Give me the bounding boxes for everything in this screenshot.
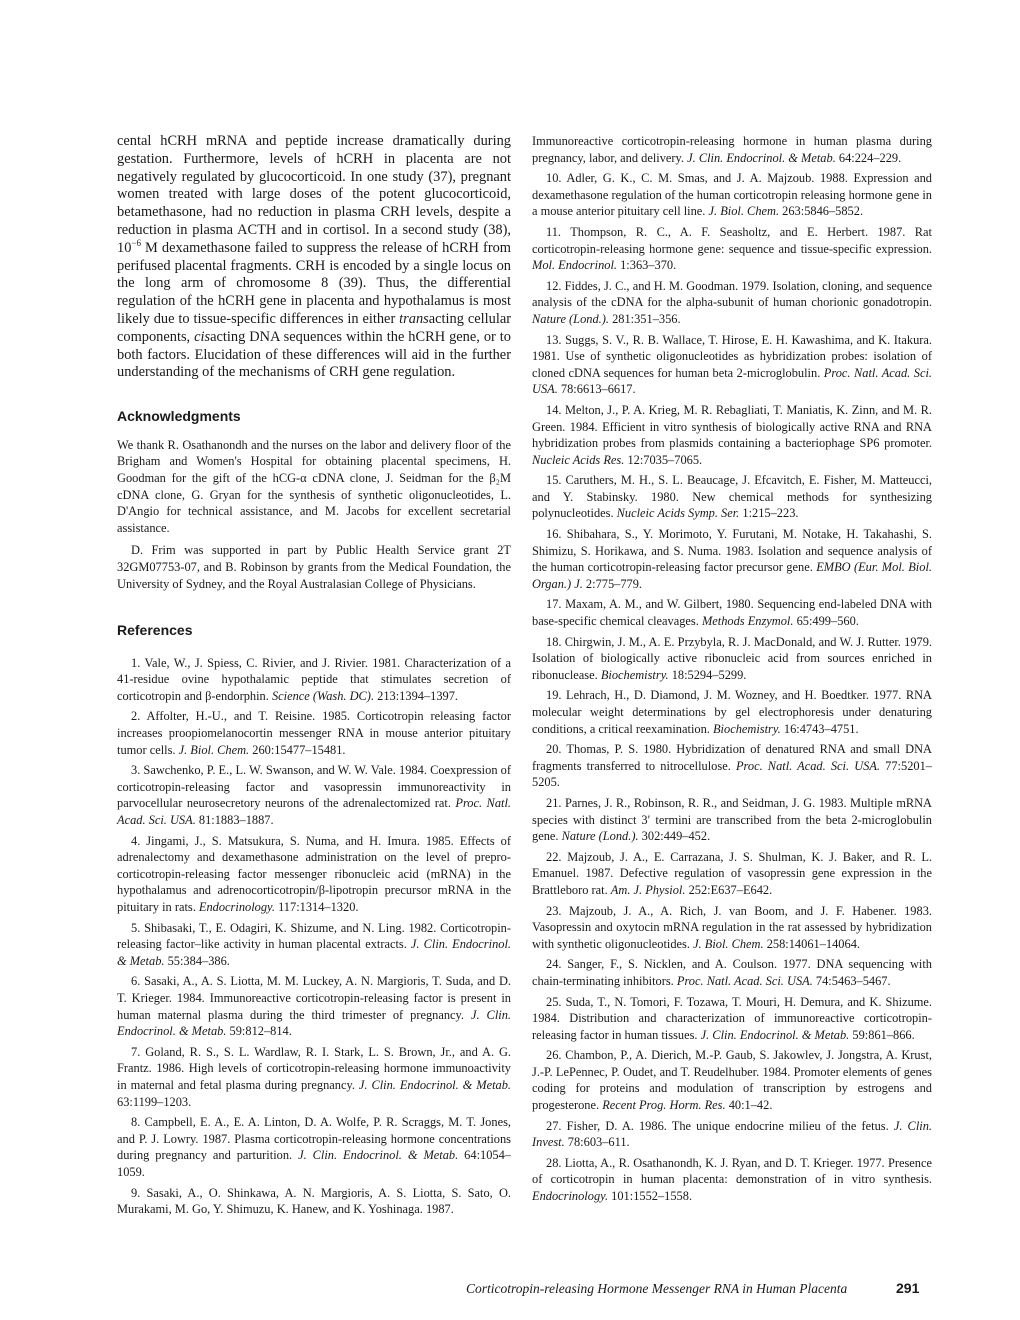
reference-citation: 260:15477–15481. — [249, 742, 346, 757]
reference-citation: 64:1054–1059. — [117, 1148, 511, 1179]
reference-text: 17. Maxam, A. M., and W. Gilbert, 1980. Sequencing end-labeled DNA with base-specific chemical cleavages. — [532, 597, 932, 629]
reference-item — [532, 402, 932, 468]
reference-citation: 281:351–356. — [608, 311, 681, 326]
reference-item — [532, 956, 932, 989]
reference-item — [117, 1185, 511, 1218]
body-text-part: acting cellular components, — [117, 310, 511, 345]
reference-text: 28. Liotta, A., R. Osathanondh, K. J. Ryan, and D. T. Krieger. 1977. Presence of corticotropin in human placenta: demonstration of in vitro synthesis. — [532, 1155, 932, 1187]
reference-journal: Nature (Lond.). — [561, 829, 639, 844]
reference-journal: J. Clin. Endocrinol. & Metab. — [687, 150, 836, 165]
reference-citation: 64:224–229. — [835, 150, 902, 165]
reference-item — [532, 1118, 932, 1151]
reference-item — [532, 1047, 932, 1113]
reference-text: 16. Shibahara, S., Y. Morimoto, Y. Furutani, M. Notake, H. Takahashi, S. Shimizu, S. Horikawa, and S. Numa. 1983. Isolation and sequence analysis of the human corticotropin-releasing factor precursor gene. — [532, 527, 932, 575]
reference-citation: 18:5294–5299. — [668, 667, 747, 682]
acknowledgments-paragraph: D. Frim was supported in part by Public Health Service grant 2T 32GM07753-07, and B. Robinson by grants from the Medical Foundation, the University of Sydney, and the Royal Australasian College of Physicians. — [117, 543, 511, 591]
body-paragraph — [117, 133, 511, 382]
body-text-part: cental hCRH mRNA and peptide increase dramatically during gestation. Furthermore, levels of hCRH in placenta are not negatively regulated by glucocorticoid. In one study (37), pregnant women treated with large doses of the potent glucocorticoid, betamethasone, had no reduction in plasma CRH levels, despite a reduction in plasma ACTH and in cortisol. In a second study (38), 10 — [117, 133, 511, 256]
reference-citation: 2:775–779. — [582, 576, 643, 591]
reference-journal: J. Clin. Endocrinol. & Metab. — [358, 1077, 512, 1092]
reference-journal: Nature (Lond.). — [532, 311, 609, 326]
reference-text: 23. Majzoub, J. A., A. Rich, J. van Boom, and J. F. Habener. 1983. Vasopressin and oxytocin mRNA regulation in the rat assessed by hybridization with synthetic oligonucleotides. — [532, 903, 932, 951]
reference-item — [532, 596, 932, 629]
reference-citation: 12:7035–7065. — [624, 452, 703, 467]
reference-citation: 117:1314–1320. — [274, 900, 359, 914]
reference-journal: J. Clin. Endocrinol. & Metab. — [117, 1007, 512, 1039]
reference-text: 25. Suda, T., N. Tomori, F. Tozawa, T. Mouri, H. Demura, and K. Shizume. 1984. Distribution and characterization of immunoreactive corticotropin-releasing factor in human tissues. — [532, 994, 932, 1042]
reference-item — [532, 687, 932, 737]
reference-citation: 59:861–866. — [849, 1027, 915, 1042]
reference-item — [532, 795, 932, 845]
reference-item — [117, 708, 511, 758]
exponent: −6 — [131, 237, 141, 248]
reference-citation: 78:603–611. — [564, 1135, 630, 1150]
reference-item — [117, 920, 511, 970]
reference-text: 1. Vale, W., J. Spiess, C. Rivier, and J. Rivier. 1981. Characterization of a 41-residue ovine hypothalamic peptide that stimulates secretion of corticotropin and β-endorphin. — [117, 655, 511, 703]
reference-citation: 302:449–452. — [638, 829, 711, 844]
reference-text: 7. Goland, R. S., S. L. Wardlaw, R. I. Stark, L. S. Brown, Jr., and A. G. Frantz. 1986. High levels of corticotropin-releasing hormone immunoactivity in maternal and fetal plasma during pregnancy. — [117, 1044, 511, 1092]
reference-journal: Biochemistry. — [600, 667, 669, 682]
reference-journal: J. Clin. Endocrinol. & Metab. — [298, 1148, 459, 1163]
reference-journal: Nucleic Acids Symp. Ser. — [616, 506, 740, 521]
footer-running-title: Corticotropin-releasing Hormone Messenger RNA in Human Placenta — [466, 1281, 848, 1296]
reference-journal: Proc. Natl. Acad. Sci. USA. — [676, 973, 813, 988]
reference-item — [532, 133, 932, 166]
reference-citation: 63:1199–1203. — [117, 1094, 192, 1109]
references-heading: References — [117, 622, 193, 639]
reference-citation: 55:384–386. — [164, 953, 230, 968]
reference-journal: Methods Enzymol. — [701, 614, 794, 629]
reference-text: 8. Campbell, E. A., E. A. Linton, D. A. Wolfe, P. R. Scraggs, M. T. Jones, and P. J. Lowry. 1987. Plasma corticotropin-releasing hormone concentrations during pregnancy and parturition. — [117, 1115, 511, 1163]
reference-journal: Recent Prog. Horm. Res. — [602, 1098, 726, 1113]
page-number: 291 — [896, 1280, 920, 1296]
left-column — [117, 133, 511, 1222]
reference-journal: J. Clin. Endocrinol. & Metab. — [117, 937, 511, 968]
reference-item — [532, 472, 932, 522]
italic-word: trans — [399, 310, 429, 327]
reference-citation: 1:363–370. — [617, 258, 677, 273]
reference-text: 20. Thomas, P. S. 1980. Hybridization of denatured RNA and small DNA fragments transferred to nitrocellulose. — [532, 742, 932, 773]
reference-citation: 59:812–814. — [226, 1024, 292, 1039]
reference-journal: Am. J. Physiol. — [610, 882, 686, 897]
reference-text: 4. Jingami, J., S. Matsukura, S. Numa, and H. Imura. 1985. Effects of adrenalectomy and dexamethasone administration on the level of prepro-corticotropin-releasing factor messenger ribonucleic acid (mRNA) in the hypothalamus and adrenocorticotropin/β-lipotropin precursor mRNA in the pituitary in rats. — [117, 833, 511, 914]
references-list-right — [532, 133, 932, 1205]
reference-citation: 263:5846–5852. — [779, 204, 864, 219]
reference-citation: 74:5463–5467. — [812, 973, 891, 988]
reference-text: Immunoreactive corticotropin-releasing hormone in human plasma during pregnancy, labor, and delivery. — [532, 134, 932, 165]
reference-text: 24. Sanger, F., S. Nicklen, and A. Coulson. 1977. DNA sequencing with chain-terminating inhibitors. — [532, 957, 932, 988]
reference-journal: Endocrinology. — [198, 900, 275, 914]
reference-text: 9. Sasaki, A., O. Shinkawa, A. N. Margioris, A. S. Liotta, S. Sato, O. Murakami, M. Go, Y. Shimuzu, K. Hanew, and K. Yoshinaga. 1987. — [117, 1185, 511, 1217]
reference-item — [532, 634, 932, 684]
reference-journal: J. Clin. Endocrinol. & Metab. — [700, 1027, 850, 1042]
reference-text: 15. Caruthers, M. H., S. L. Beaucage, J. Efcavitch, E. Fisher, M. Matteucci, and Y. Stabinsky. 1980. New chemical methods for synthesizing polynucleotides. — [532, 473, 932, 521]
reference-item — [532, 903, 932, 953]
reference-journal: Biochemistry. — [712, 721, 781, 736]
reference-journal: J. Biol. Chem. — [693, 936, 764, 951]
reference-item — [117, 762, 511, 828]
reference-citation: 16:4743–4751. — [780, 721, 859, 736]
reference-text: 19. Lehrach, H., D. Diamond, J. M. Wozney, and H. Boedtker. 1977. RNA molecular weight determinations by gel electrophoresis under denaturing conditions, a critical reexamination. — [532, 688, 932, 736]
reference-item — [117, 833, 511, 916]
reference-citation: 252:E637–E642. — [685, 882, 773, 897]
reference-text: 5. Shibasaki, T., E. Odagiri, K. Shizume, and N. Ling. 1982. Corticotropin-releasing factor–like activity in human placental extracts. — [117, 920, 511, 952]
reference-citation: 213:1394–1397. — [374, 688, 459, 703]
reference-item — [532, 332, 932, 398]
reference-citation: 78:6613–6617. — [557, 382, 636, 397]
reference-citation: 101:1552–1558. — [608, 1189, 693, 1204]
reference-journal: Nucleic Acids Res. — [532, 452, 625, 467]
reference-text: 22. Majzoub, J. A., E. Carrazana, J. S. Shulman, K. J. Baker, and R. L. Emanuel. 1987. Defective regulation of vasopressin gene expression in the Brattleboro rat. — [532, 849, 932, 897]
right-column — [532, 133, 932, 1209]
reference-journal: Mol. Endocrinol. — [532, 258, 618, 273]
reference-item — [532, 994, 932, 1044]
references-list-left — [117, 655, 511, 1218]
reference-text: 3. Sawchenko, P. E., L. W. Swanson, and W. W. Vale. 1984. Coexpression of corticotropin-releasing factor and vasopressin immunoreactivity in parvocellular neurosecretory neurons of the adrenalectomized rat. — [117, 763, 511, 811]
reference-item — [532, 170, 932, 220]
italic-word: cis — [194, 328, 211, 345]
reference-text: 21. Parnes, J. R., Robinson, R. R., and Seidman, J. G. 1983. Multiple mRNA species with distinct 3′ termini are transcribed from the beta 2-microglobulin gene. — [532, 795, 932, 844]
reference-journal: Proc. Natl. Acad. Sci. USA. — [532, 365, 932, 397]
reference-item — [117, 1114, 511, 1180]
reference-item — [532, 1155, 932, 1205]
reference-citation: 65:499–560. — [793, 614, 859, 629]
reference-text: 27. Fisher, D. A. 1986. The unique endocrine milieu of the fetus. — [546, 1118, 894, 1133]
body-text-part: M dexamethasone failed to suppress the release of hCRH from perifused placental fragments. CRH is encoded by a single locus on the long arm of chromosome 8 (39). Thus, the differential regulation of the hCRH gene in placenta and hypothalamus is most likely due to tissue-specific differences in either — [117, 239, 511, 327]
reference-journal: Science (Wash. DC). — [271, 688, 375, 703]
reference-text: 2. Affolter, H.-U., and T. Reisine. 1985. Corticotropin releasing factor increases proopiomelanocortin messenger RNA in mouse anterior pituitary tumor cells. — [117, 709, 511, 757]
reference-text: 13. Suggs, S. V., R. B. Wallace, T. Hirose, E. H. Kawashima, and K. Itakura. 1981. Use of synthetic oligonucleotides as hybridization probes: isolation of cloned cDNA sequences for human beta 2-microglobulin. — [532, 332, 932, 380]
reference-text: 10. Adler, G. K., C. M. Smas, and J. A. Majzoub. 1988. Expression and dexamethasone regulation of the human corticotropin releasing hormone gene in a mouse anterior pituitary cell line. — [532, 171, 932, 219]
reference-text: 14. Melton, J., P. A. Krieg, M. R. Rebagliati, T. Maniatis, K. Zinn, and M. R. Green. 1984. Efficient in vitro synthesis of biologically active RNA and RNA hybridization probes from plasmids containing a bacteriophage SP6 promoter. — [532, 402, 932, 451]
reference-citation: 258:14061–14064. — [763, 936, 860, 951]
reference-journal: Proc. Natl. Acad. Sci. USA. — [117, 796, 511, 828]
reference-text: 6. Sasaki, A., A. S. Liotta, M. M. Luckey, A. N. Margioris, T. Suda, and D. T. Krieger. 1984. Immunoreactive corticotropin-releasing factor is present in human maternal plasma during the third trimester of pregnancy. — [117, 974, 511, 1022]
reference-journal: J. Biol. Chem. — [708, 204, 780, 219]
acknowledgments-paragraph: We thank R. Osathanondh and the nurses on the labor and delivery floor of the Brigham and Women's Hospital for obtaining placental specimens, H. Goodman for the gift of the hCG-α cDNA clone, J. Seidman for the β₂M cDNA clone, G. Gryan for the synthesis of synthetic oligonucleotides, L. D'Angio for technical assistance, and M. Jacobs for excellent secretarial assistance. — [117, 437, 511, 535]
reference-citation: 1:215–223. — [739, 506, 799, 521]
reference-item — [532, 849, 932, 899]
reference-citation: 81:1883–1887. — [195, 813, 274, 828]
reference-journal: J. Clin. Invest. — [532, 1118, 932, 1150]
body-text-part: acting DNA sequences within the hCRH gene, or to both factors. Elucidation of these differences will aid in the further understanding of the mechanisms of CRH gene regulation. — [117, 328, 511, 381]
reference-item — [532, 224, 932, 274]
reference-journal: EMBO (Eur. Mol. Biol. Organ.) J. — [532, 560, 932, 591]
reference-item — [117, 1044, 511, 1110]
reference-item — [532, 741, 932, 791]
reference-citation: 77:5201–5205. — [532, 758, 932, 790]
reference-item — [117, 655, 511, 705]
reference-item — [532, 526, 932, 592]
reference-journal: Endocrinology. — [532, 1189, 609, 1204]
reference-text: 18. Chirgwin, J. M., A. E. Przybyla, R. J. MacDonald, and W. J. Rutter. 1979. Isolation of biologically active ribonucleic acid from sources enriched in ribonuclease. — [532, 634, 932, 682]
reference-text: 11. Thompson, R. C., A. F. Seasholtz, and E. Herbert. 1987. Rat corticotropin-releasing hormone gene: sequence and tissue-specific expression. — [532, 224, 932, 256]
reference-item — [117, 973, 511, 1039]
reference-text: 26. Chambon, P., A. Dierich, M.-P. Gaub, S. Jakowlev, J. Jongstra, A. Krust, J.-P. LePennec, P. Oudet, and T. Reudelhuber. 1984. Promoter elements of genes coding for proteins and modulation of transcription by estrogens and progesterone. — [532, 1048, 932, 1113]
reference-journal: J. Biol. Chem. — [178, 742, 250, 757]
reference-text: 12. Fiddes, J. C., and H. M. Goodman. 1979. Isolation, cloning, and sequence analysis of the cDNA for the alpha-subunit of human chorionic gonadotropin. — [532, 278, 932, 310]
reference-item — [532, 278, 932, 328]
reference-journal: Proc. Natl. Acad. Sci. USA. — [735, 758, 881, 773]
reference-citation: 40:1–42. — [725, 1098, 773, 1113]
acknowledgments-heading: Acknowledgments — [117, 408, 241, 425]
